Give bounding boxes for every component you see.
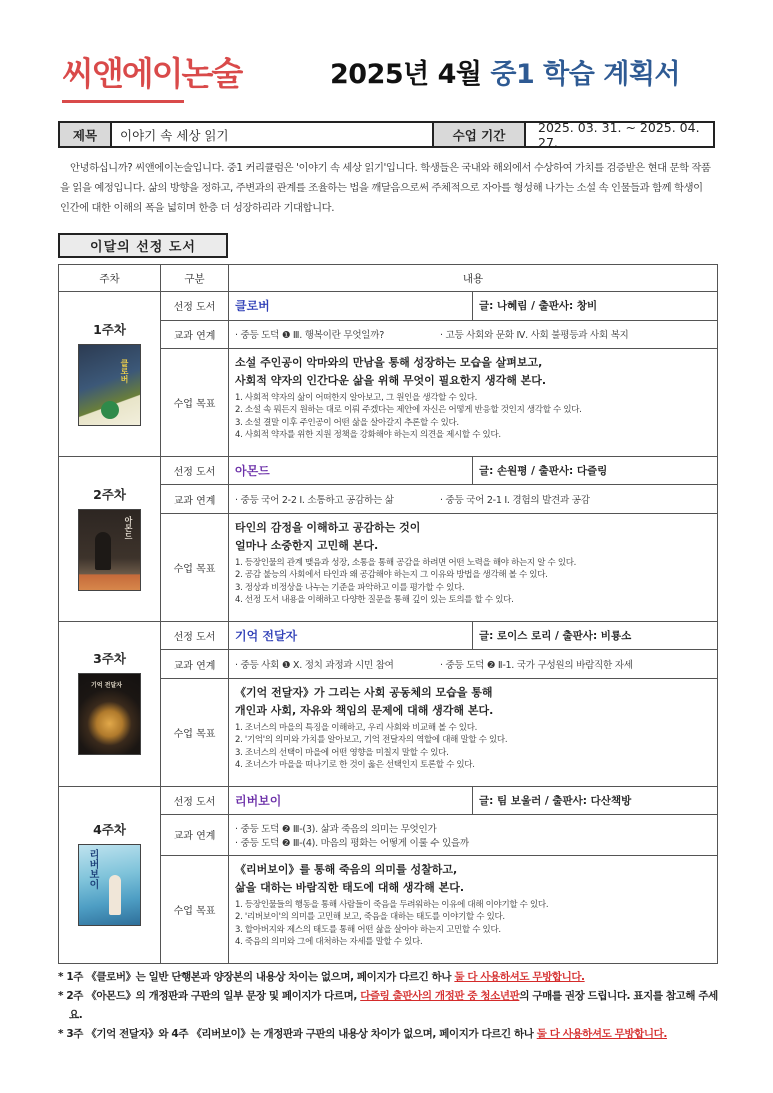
goal-item: 2. '리버보이'의 의미를 고민해 보고, 죽음을 대하는 태도를 이야기할 수 있다. [235, 912, 505, 923]
curriculum-links [229, 815, 718, 855]
cover-figure-icon [109, 875, 121, 915]
cover-title: 클로버 [120, 358, 129, 383]
table-row [59, 292, 718, 320]
cover-title: 기억 전달자 [91, 682, 123, 690]
cover-badge-icon [101, 401, 119, 419]
note-text: 의 구매를 권장 드립니다. 표지를 참고해 주세요. [69, 990, 718, 1021]
section-title: 이달의 선정 도서 [58, 233, 228, 258]
book-author-publisher: 글: 손원평 / 출판사: 다즐링 [473, 457, 718, 485]
book-title: 기억 전달자 [229, 622, 473, 650]
note-item [58, 1025, 718, 1044]
goal-cell [229, 513, 718, 621]
goal-item: 4. 조너스가 마을을 떠나기로 한 것이 옳은 선택인지 토론할 수 있다. [235, 760, 475, 771]
goal-headline: 타인의 감정을 이해하고 공감하는 것이 [235, 520, 421, 534]
goal-headline: 소설 주인공이 악마와의 만남을 통해 성장하는 모습을 살펴보고, [235, 355, 543, 369]
table-row [59, 786, 718, 814]
week-label: 2주차 [93, 486, 126, 502]
week-label: 3주차 [93, 651, 126, 667]
goal-item: 2. 소설 속 뭐든지 원하는 대로 이뤄 주겠다는 제안에 자신은 어떻게 반응할 것인지 생각할 수 있다. [235, 405, 582, 416]
note-text: * 1주 《클로버》는 일반 단행본과 양장본의 내용상 차이는 없으며, 페이지가 다르긴 하나 [58, 971, 455, 983]
goal-item: 2. '기억'의 의미와 가치를 알아보고, 기억 전달자의 역할에 대해 말할 수 있다. [235, 735, 508, 746]
goal-item: 3. 정상과 비정상을 나누는 기준을 파악하고 이를 평가할 수 있다. [235, 582, 465, 593]
book-cover-image [78, 673, 141, 755]
goal-item: 1. 조너스의 마을의 특징을 이해하고, 우리 사회와 비교해 볼 수 있다. [235, 722, 478, 733]
cover-figure-icon [95, 532, 111, 570]
curriculum-link: · 중등 도덕 ❷ Ⅲ-(4). 마음의 평화는 어떻게 이룰 수 있을까 [235, 837, 469, 849]
curriculum-link: · 고등 사회와 문화 Ⅳ. 사회 불평등과 사회 복지 [440, 330, 629, 342]
note-highlight: 다즐링 출판사의 개정판 중 청소년판 [360, 990, 520, 1002]
curriculum-link: · 중등 국어 2-1 Ⅰ. 경험의 발견과 공감 [440, 495, 590, 507]
curriculum-link: · 중등 국어 2-2 Ⅰ. 소통하고 공감하는 삶 [235, 495, 394, 507]
logo-text: 씨앤에이논술 [62, 54, 242, 93]
table-row [59, 457, 718, 485]
book-cover-image [78, 344, 141, 426]
goal-list [235, 722, 711, 772]
meta-bar [58, 121, 715, 148]
week-cell [59, 457, 161, 622]
curriculum-link: · 중등 도덕 ❷ Ⅱ-1. 국가 구성원의 바람직한 자세 [440, 660, 633, 671]
note-highlight: 둘 다 사용하셔도 무방합니다. [536, 1028, 667, 1040]
note-text: * 2주 《아몬드》의 개정판과 구판의 일부 문장 및 페이지가 다르며, [58, 990, 361, 1002]
curriculum-link: · 중등 도덕 ❶ Ⅲ. 행복이란 무엇일까? [235, 330, 385, 342]
col-kind-header: 구분 [161, 265, 229, 292]
goal-item: 4. 죽음의 의미와 그에 대처하는 자세를 말할 수 있다. [235, 937, 423, 948]
note-highlight: 둘 다 사용하셔도 무방합니다. [454, 971, 585, 983]
goal-label: 수업 목표 [161, 348, 229, 456]
goal-label: 수업 목표 [161, 855, 229, 963]
notes [58, 968, 718, 1044]
curriculum-links [229, 320, 718, 348]
brand-logo [62, 48, 242, 110]
goal-cell [229, 678, 718, 786]
document-title [330, 52, 680, 91]
curriculum-links [229, 485, 718, 513]
goal-item: 3. 할아버지와 제스의 태도를 통해 어떤 삶을 살아야 하는지 고민할 수 있다. [235, 924, 501, 935]
col-week-header: 주차 [59, 265, 161, 292]
goal-item: 2. 공감 불능의 사회에서 타인과 왜 공감해야 하는지 그 이유와 방법을 생각해 볼 수 있다. [235, 570, 548, 581]
goal-item: 3. 조너스의 선택이 마을에 어떤 영향을 미칠지 말할 수 있다. [235, 747, 449, 758]
title-plan: 중1 학습 계획서 [490, 59, 680, 90]
goal-item: 1. 등장인물들의 행동을 통해 사람들이 죽음을 두려워하는 이유에 대해 이야기할 수 있다. [235, 899, 549, 910]
week-cell [59, 622, 161, 787]
goal-item: 3. 소설 결말 이후 주인공이 어떤 삶을 살아갈지 추론할 수 있다. [235, 417, 459, 428]
goal-item: 1. 등장인물의 관계 맺음과 성장, 소통을 통해 공감을 하려면 어떤 노력을 해야 하는지 알 수 있다. [235, 557, 577, 568]
col-content-header: 내용 [229, 265, 718, 292]
curriculum-links [229, 650, 718, 678]
book-label: 선정 도서 [161, 622, 229, 650]
book-author-publisher: 글: 나혜림 / 출판사: 창비 [473, 292, 718, 320]
note-text: * 3주 《기억 전달자》와 4주 《리버보이》는 개정판과 구판의 내용상 차이가 없으며, 페이지가 다르긴 하나 [58, 1028, 537, 1040]
reading-plan-table [58, 264, 718, 964]
goal-item: 4. 사회적 약자를 위한 지원 정책을 강화해야 하는지 의견을 제시할 수 있다. [235, 430, 501, 441]
goal-label: 수업 목표 [161, 678, 229, 786]
goal-headline: 《리버보이》를 통해 죽음의 의미를 성찰하고, [235, 862, 458, 876]
intro-paragraph: 안녕하십니까? 씨앤에이논술입니다. 중1 커리큘럼은 '이야기 속 세상 읽기'입니다. 학생들은 국내와 해외에서 수상하여 가치를 검증받은 현대 문학 작품을 읽을 예정입니다. 삶의 방향을 정하고, 주변과의 관계를 조율하는 법을 깨달음으로써 주체적으로 자아를 형성해 나가는 소설 속 인물들과 함께 학생이 인간에 대한 이해의 폭을 넓히며 한층 더 성장하리라 기대합니다. [60, 162, 711, 214]
goal-cell [229, 348, 718, 456]
goal-headline: 《기억 전달자》가 그리는 사회 공동체의 모습을 통해 [235, 685, 493, 699]
subject-label: 제목 [60, 123, 112, 146]
goal-item: 1. 사회적 약자의 삶이 어떠한지 알아보고, 그 원인을 생각할 수 있다. [235, 392, 478, 403]
subject-value: 이야기 속 세상 읽기 [112, 123, 434, 146]
goal-headline: 삶을 대하는 바람직한 태도에 대해 생각해 본다. [235, 880, 465, 894]
goal-headline: 얼마나 소중한지 고민해 본다. [235, 538, 379, 552]
table-row [59, 622, 718, 650]
goal-headline: 사회적 약자의 인간다운 삶을 위해 무엇이 필요한지 생각해 본다. [235, 373, 547, 387]
note-item [58, 968, 718, 987]
goal-list [235, 557, 711, 607]
cover-title: 아몬드 [124, 515, 133, 540]
curriculum-link: · 중등 도덕 ❷ Ⅲ-(3). 삶과 죽음의 의미는 무엇인가 [235, 823, 437, 835]
book-author-publisher: 글: 로이스 로리 / 출판사: 비룡소 [473, 622, 718, 650]
goal-list [235, 899, 711, 949]
book-title: 클로버 [229, 292, 473, 320]
goal-headline: 개인과 사회, 자유와 책임의 문제에 대해 생각해 본다. [235, 703, 494, 717]
link-label: 교과 연계 [161, 320, 229, 348]
link-label: 교과 연계 [161, 650, 229, 678]
goal-label: 수업 목표 [161, 513, 229, 621]
book-author-publisher: 글: 팀 보울러 / 출판사: 다산책방 [473, 786, 718, 814]
book-label: 선정 도서 [161, 786, 229, 814]
note-item [58, 987, 718, 1025]
week-cell [59, 292, 161, 457]
table-header-row [59, 265, 718, 292]
logo-underline [62, 100, 184, 103]
link-label: 교과 연계 [161, 485, 229, 513]
curriculum-link: · 중등 사회 ❶ Ⅹ. 정치 과정과 시민 참여 [235, 660, 394, 671]
link-label: 교과 연계 [161, 815, 229, 855]
book-label: 선정 도서 [161, 457, 229, 485]
week-cell [59, 786, 161, 963]
title-date: 2025년 4월 [330, 59, 491, 90]
period-label: 수업 기간 [434, 123, 526, 146]
week-label: 4주차 [93, 822, 126, 838]
cover-title: 리버보이 [87, 849, 98, 890]
week-label: 1주차 [93, 321, 126, 337]
period-value: 2025. 03. 31. ~ 2025. 04. 27. [538, 119, 700, 150]
book-title: 아몬드 [229, 457, 473, 485]
book-title: 리버보이 [229, 786, 473, 814]
book-label: 선정 도서 [161, 292, 229, 320]
book-cover-image [78, 509, 141, 591]
goal-item: 4. 선정 도서 내용을 이해하고 다양한 질문을 통해 깊이 있는 토의를 할 수 있다. [235, 595, 514, 606]
goal-list [235, 392, 711, 442]
book-cover-image [78, 844, 141, 926]
goal-cell [229, 855, 718, 963]
